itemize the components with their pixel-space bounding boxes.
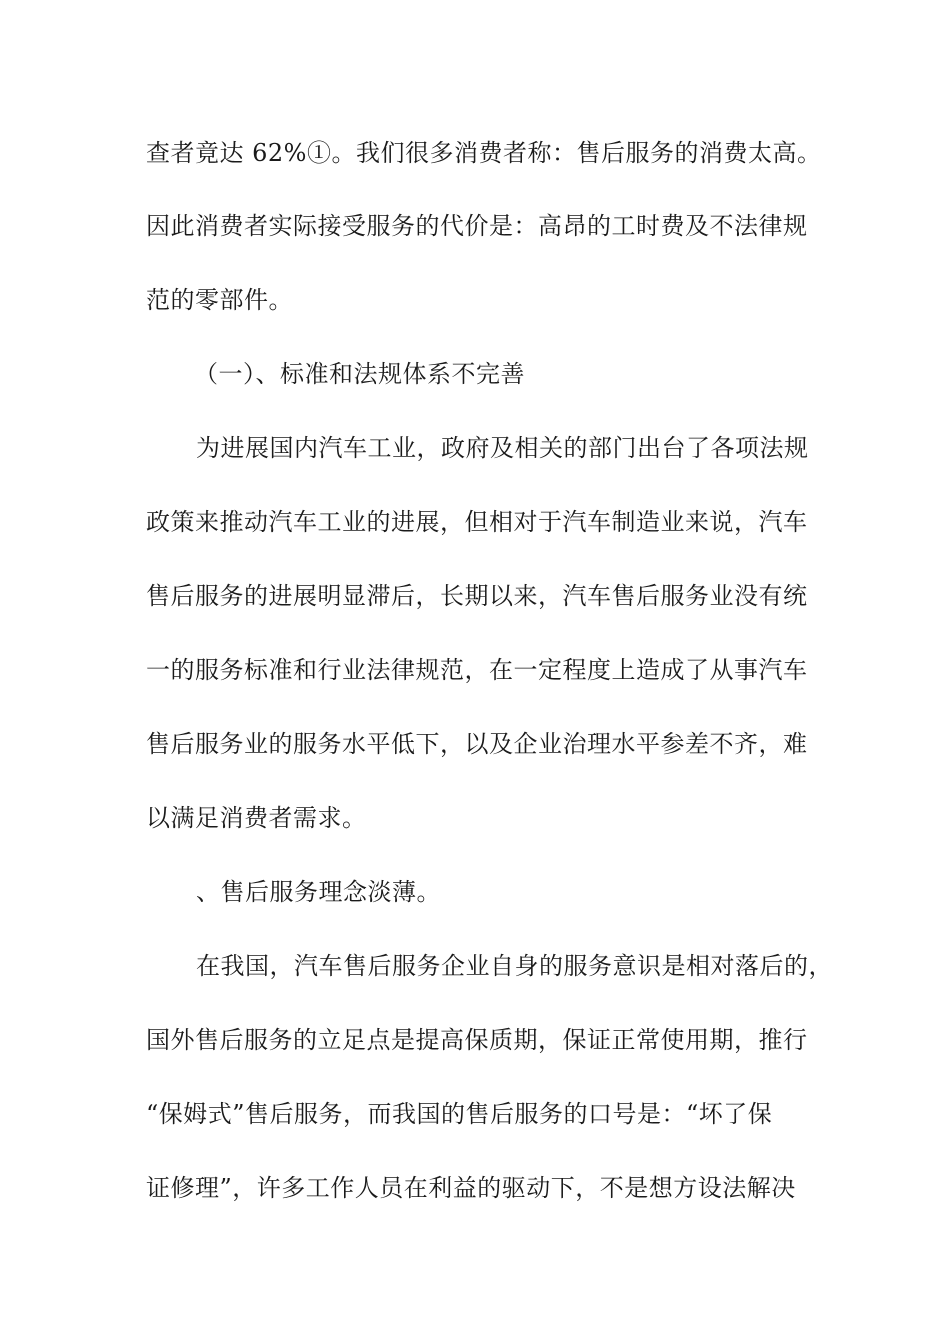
text-line: 查者竟达 62%①。我们很多消费者称：售后服务的消费太高。 bbox=[146, 139, 822, 167]
text-line: 售后服务业的服务水平低下，以及企业治理水平参差不齐，难 bbox=[146, 730, 808, 758]
text-line: 在我国，汽车售后服务企业自身的服务意识是相对落后的， bbox=[196, 952, 833, 980]
text-line: 政策来推动汽车工业的进展，但相对于汽车制造业来说，汽车 bbox=[146, 508, 808, 536]
text-line: 以满足消费者需求。 bbox=[146, 804, 367, 832]
section-heading: （一）、标准和法规体系不完善 bbox=[194, 360, 525, 388]
text-line: 为进展国内汽车工业，政府及相关的部门出台了各项法规 bbox=[196, 434, 809, 462]
text-line: 因此消费者实际接受服务的代价是：高昂的工时费及不法律规 bbox=[146, 212, 808, 240]
text-line: 一的服务标准和行业法律规范，在一定程度上造成了从事汽车 bbox=[146, 656, 808, 684]
section-heading: 、售后服务理念淡薄。 bbox=[196, 878, 441, 906]
text-line: “保姆式”售后服务，而我国的售后服务的口号是：“坏了保 bbox=[146, 1100, 773, 1128]
text-line: 国外售后服务的立足点是提高保质期，保证正常使用期，推行 bbox=[146, 1026, 808, 1054]
text-line: 范的零部件。 bbox=[146, 286, 293, 314]
text-line: 售后服务的进展明显滞后，长期以来，汽车售后服务业没有统 bbox=[146, 582, 808, 610]
text-line: 证修理”，许多工作人员在利益的驱动下，不是想方设法解决 bbox=[146, 1174, 796, 1202]
